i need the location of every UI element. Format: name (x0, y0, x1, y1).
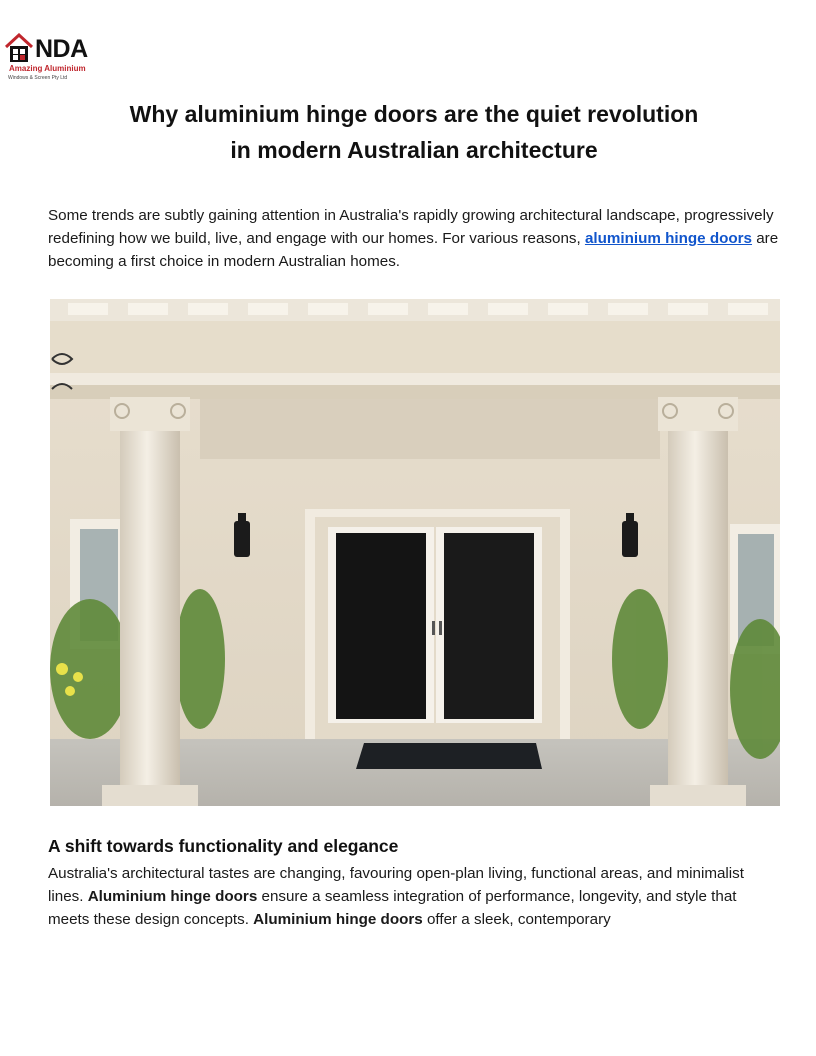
section-text-3: offer a sleek, contemporary (422, 911, 611, 928)
section-paragraph (48, 862, 780, 931)
aluminium-hinge-doors-link[interactable]: aluminium hinge doors (584, 230, 753, 247)
section-text-2: ensure a seamless integration of performance, longevity, and style that meets these design concepts. (48, 888, 737, 928)
intro-paragraph (48, 204, 780, 273)
page-title (48, 96, 780, 168)
intro-text-2: are becoming a first choice in modern Australian homes. (48, 230, 779, 270)
logo-name: Amazing Aluminium (9, 64, 86, 73)
section-bold-1: Aluminium hinge doors (87, 888, 258, 905)
logo-tagline: Windows & Screen Pty Ltd (8, 75, 68, 81)
logo-word: NDA (35, 35, 88, 63)
title-line-2: in modern Australian architecture (230, 137, 598, 163)
section-bold-2: Aluminium hinge doors (253, 911, 423, 928)
title-line-1: Why aluminium hinge doors are the quiet revolution (129, 101, 699, 127)
company-logo (5, 33, 93, 83)
house-logo-icon (5, 33, 39, 63)
section-heading: A shift towards functionality and elegance (48, 836, 399, 856)
house-entrance-photo (50, 299, 780, 806)
intro-text-1: Some trends are subtly gaining attention in Australia's rapidly growing architectural landscape, progressively redefining how we build, live, and engage with our homes. For various reasons, (48, 207, 774, 247)
section-text-1: Australia's architectural tastes are changing, favouring open-plan living, functional areas, and minimalist lines. (48, 865, 744, 905)
